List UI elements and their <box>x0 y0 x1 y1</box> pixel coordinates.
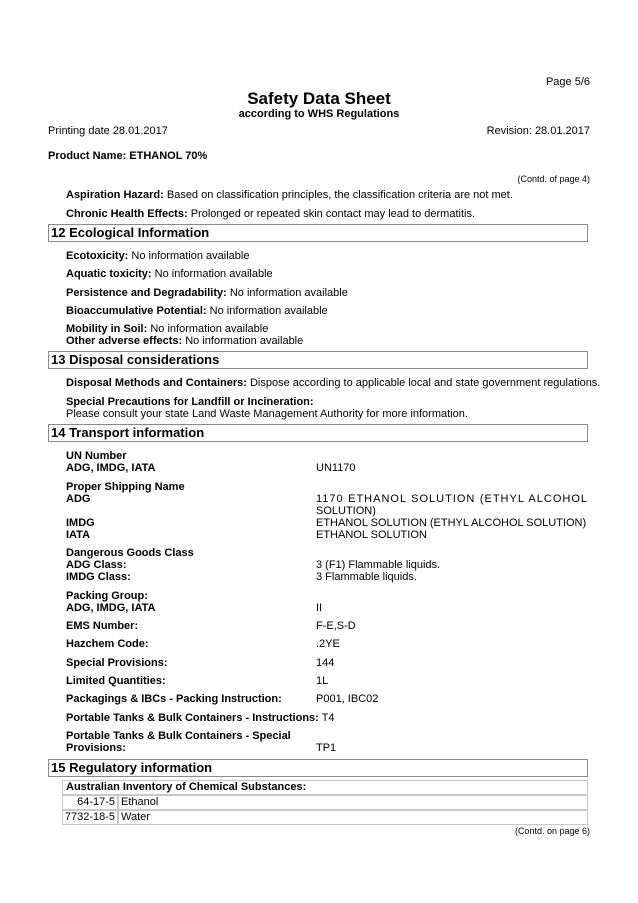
other-adverse-label: Other adverse effects: <box>66 335 183 347</box>
ecotoxicity-label: Ecotoxicity: <box>66 250 129 262</box>
portable-tanks-label: Portable Tanks & Bulk Containers - Instructions: <box>66 712 319 724</box>
table-row-name: Ethanol <box>118 795 588 810</box>
other-adverse <box>66 335 303 348</box>
section-15-header <box>48 759 588 777</box>
inventory-heading: Australian Inventory of Chemical Substances: <box>62 780 588 795</box>
dg-class-adg-value: 3 (F1) Flammable liquids. <box>316 559 441 571</box>
bioaccumulative-text: No information available <box>209 305 328 317</box>
shipping-name-imdg-value: ETHANOL SOLUTION (ETHYL ALCOHOL SOLUTION) <box>316 517 587 529</box>
mobility-text: No information available <box>150 323 269 335</box>
persistence-text: No information available <box>229 287 348 299</box>
portable-tanks-special-value: TP1 <box>316 742 337 754</box>
un-number-value: UN1170 <box>316 462 356 474</box>
packing-group-modes: ADG, IMDG, IATA <box>66 602 156 614</box>
aquatic-text: No information available <box>154 268 273 280</box>
disposal-methods-text: Dispose according to applicable local and state government regulations. <box>249 377 601 389</box>
shipping-name-adg-value-cont: SOLUTION) <box>316 505 376 517</box>
portable-tanks-special-label: Portable Tanks & Bulk Containers - Special <box>66 730 291 742</box>
special-provisions-label: Special Provisions: <box>66 657 168 669</box>
persistence <box>66 287 348 300</box>
hazchem-label: Hazchem Code: <box>66 638 149 650</box>
section-13-header <box>48 351 588 369</box>
revision-date: Revision: 28.01.2017 <box>486 125 590 137</box>
special-precautions-text: Please consult your state Land Waste Management Authority for more information. <box>66 408 468 420</box>
other-adverse-text: No information available <box>185 335 304 347</box>
portable-tanks-instructions <box>66 712 335 725</box>
section-14-header <box>48 424 588 442</box>
section-12-header <box>48 224 588 242</box>
product-name: Product Name: ETHANOL 70% <box>48 150 208 162</box>
packing-group-value: II <box>316 602 323 614</box>
packing-group-heading: Packing Group: <box>66 590 148 602</box>
mobility-label: Mobility in Soil: <box>66 323 148 335</box>
dg-class-heading: Dangerous Goods Class <box>66 547 194 559</box>
document-title: Safety Data Sheet <box>247 89 391 108</box>
aspiration-hazard <box>66 189 513 202</box>
hazchem-value: .2YE <box>316 638 340 650</box>
shipping-name-adg: ADG <box>66 493 91 505</box>
un-number-modes: ADG, IMDG, IATA <box>66 462 156 474</box>
portable-tanks-special-label-cont: Provisions: <box>66 742 126 754</box>
shipping-name-iata-value: ETHANOL SOLUTION <box>316 529 427 541</box>
aspiration-label: Aspiration Hazard: <box>66 189 164 201</box>
section-15-title: 15 Regulatory information <box>51 760 213 775</box>
bioaccumulative-label: Bioaccumulative Potential: <box>66 305 207 317</box>
dg-class-adg: ADG Class: <box>66 559 127 571</box>
limited-quantities-label: Limited Quantities: <box>66 675 166 687</box>
shipping-name-adg-value: 1170 ETHANOL SOLUTION (ETHYL ALCOHOL <box>316 493 588 505</box>
disposal-methods-label: Disposal Methods and Containers: <box>66 377 247 389</box>
aspiration-text: Based on classification principles, the classification criteria are not met. <box>166 189 513 201</box>
packaging-instruction-value: P001, IBC02 <box>316 693 379 705</box>
dg-class-imdg: IMDG Class: <box>66 571 131 583</box>
section-14-title: 14 Transport information <box>51 425 205 440</box>
disposal-methods <box>66 377 600 390</box>
shipping-name-imdg: IMDG <box>66 517 95 529</box>
shipping-name-heading: Proper Shipping Name <box>66 481 185 493</box>
special-provisions-value: 144 <box>316 657 335 669</box>
shipping-name-iata: IATA <box>66 529 91 541</box>
chronic-text: Prolonged or repeated skin contact may lead to dermatitis. <box>190 208 476 220</box>
document-subtitle: according to WHS Regulations <box>238 108 400 120</box>
ems-label: EMS Number: <box>66 620 139 632</box>
aquatic-label: Aquatic toxicity: <box>66 268 152 280</box>
section-12-title: 12 Ecological Information <box>51 225 210 240</box>
printing-date: Printing date 28.01.2017 <box>48 125 168 137</box>
un-number-heading: UN Number <box>66 450 127 462</box>
section-13-title: 13 Disposal considerations <box>51 352 220 367</box>
chronic-label: Chronic Health Effects: <box>66 208 188 220</box>
ecotoxicity <box>66 250 249 263</box>
page-number: Page 5/6 <box>545 76 590 88</box>
table-row-cas: 7732-18-5 <box>62 810 118 825</box>
table-row-cas: 64-17-5 <box>62 795 118 810</box>
persistence-label: Persistence and Degradability: <box>66 287 227 299</box>
dg-class-imdg-value: 3 Flammable liquids. <box>316 571 417 583</box>
aquatic-toxicity <box>66 268 273 281</box>
table-row-name: Water <box>118 810 588 825</box>
portable-tanks-value: T4 <box>321 712 335 724</box>
limited-quantities-value: 1L <box>316 675 329 687</box>
ecotoxicity-text: No information available <box>131 250 250 262</box>
chronic-health <box>66 208 475 221</box>
packaging-instruction-label: Packagings & IBCs - Packing Instruction: <box>66 693 282 705</box>
ems-value: F-E,S-D <box>316 620 356 632</box>
special-precautions-label: Special Precautions for Landfill or Incineration: <box>66 396 314 408</box>
continued-from: (Contd. of page 4) <box>517 174 590 184</box>
bioaccumulative <box>66 305 328 318</box>
continued-on: (Contd. on page 6) <box>514 826 590 836</box>
